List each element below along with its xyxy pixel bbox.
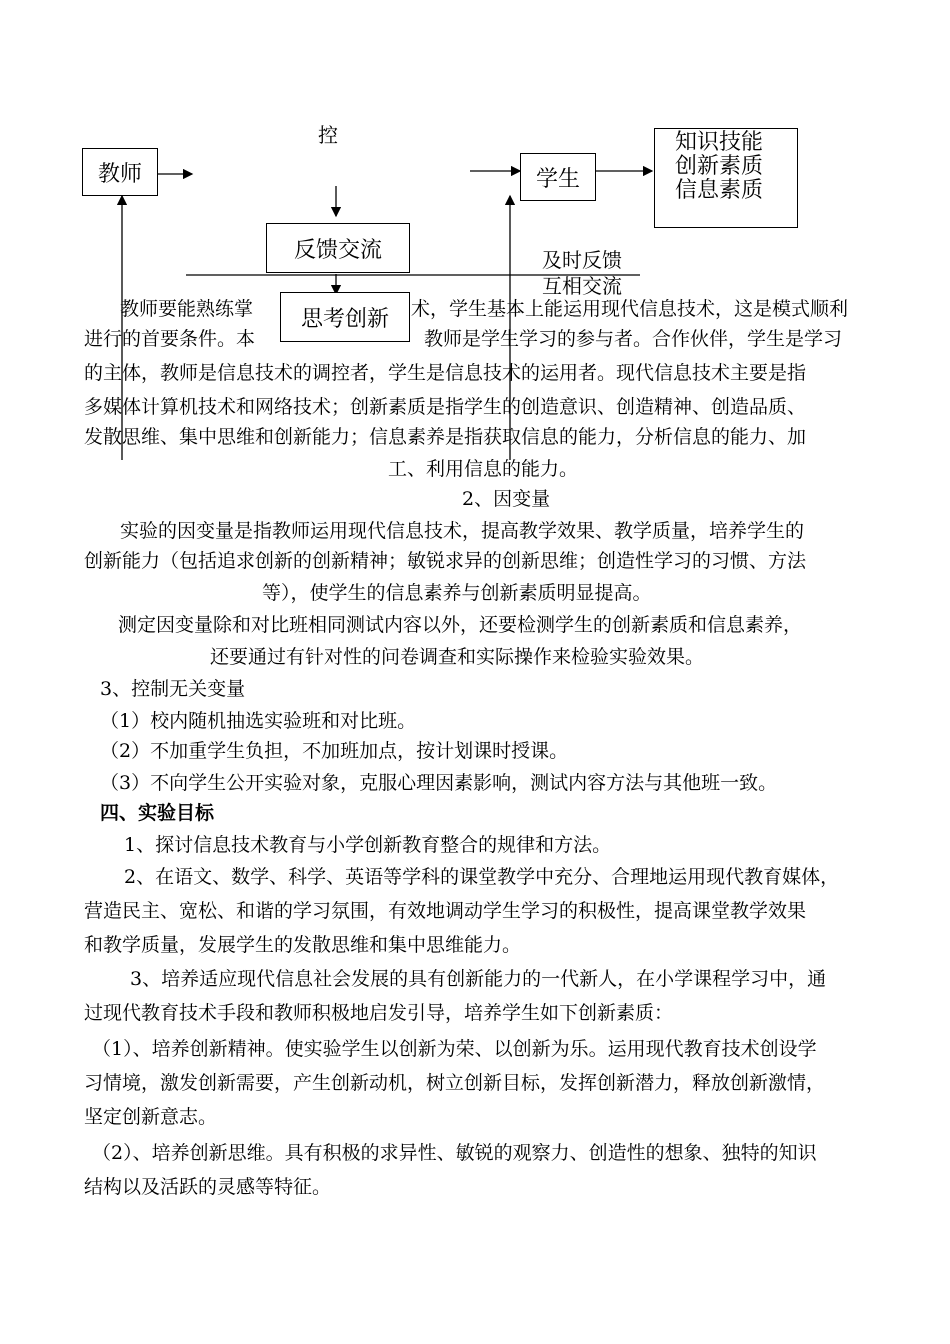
outcome-innovation: 创新素质 bbox=[675, 154, 764, 179]
spirit-1a: （1）、培养创新精神。使实验学生以创新为荣、以创新为乐。运用现代教育技术创设学 bbox=[92, 1038, 817, 1060]
line-3: 的主体，教师是信息技术的调控者，学生是信息技术的运用者。现代信息技术主要是指 bbox=[84, 362, 807, 384]
line-2b: 教师是学生学习的参与者。合作伙伴，学生是学习 bbox=[424, 328, 843, 350]
para-3b: 还要通过有针对性的问卷调查和实际操作来检验实验效果。 bbox=[210, 646, 705, 668]
goal-3b: 过现代教育技术手段和教师积极地启发引导，培养学生如下创新素质： bbox=[84, 1002, 674, 1024]
outcome-information: 信息素质 bbox=[675, 178, 764, 203]
para-2b: 创新能力（包括追求创新的创新精神；敏锐求异的创新思维；创造性学习的习惯、方法 bbox=[84, 550, 807, 572]
student-box bbox=[520, 153, 596, 201]
student-label: 学生 bbox=[535, 166, 580, 192]
exchange-label: 互相交流 bbox=[542, 274, 622, 298]
heading-dependent-variable: 2、因变量 bbox=[462, 488, 551, 510]
feedback-label: 反馈交流 bbox=[293, 237, 382, 263]
line-1b: 术，学生基本上能运用现代信息技术，这是模式顺利 bbox=[411, 298, 849, 320]
line-2a: 进行的首要条件。本 bbox=[84, 328, 256, 350]
para-2a: 实验的因变量是指教师运用现代信息技术，提高教学效果、教学质量，培养学生的 bbox=[120, 520, 805, 542]
line-5: 发散思维、集中思维和创新能力；信息素养是指获取信息的能力，分析信息的能力、加 bbox=[84, 426, 807, 448]
control-item-1: （1）校内随机抽选实验班和对比班。 bbox=[100, 710, 417, 732]
goal-1: 1、探讨信息技术教育与小学创新教育整合的规律和方法。 bbox=[124, 834, 612, 856]
spirit-1c: 坚定创新意志。 bbox=[84, 1106, 218, 1128]
feedback-box bbox=[266, 223, 410, 273]
line-6: 工、利用信息的能力。 bbox=[388, 458, 579, 480]
outcomes-box bbox=[654, 128, 798, 228]
goal-2a: 2、在语文、数学、科学、英语等学科的课堂教学中充分、合理地运用现代教育媒体， bbox=[124, 866, 840, 888]
para-3a: 测定因变量除和对比班相同测试内容以外，还要检测学生的创新素质和信息素养， bbox=[118, 614, 803, 636]
teacher-label: 教师 bbox=[97, 161, 142, 187]
goal-3a: 3、培养适应现代信息社会发展的具有创新能力的一代新人，在小学课程学习中，通 bbox=[130, 968, 827, 990]
timely-feedback-label: 及时反馈 bbox=[542, 248, 622, 272]
goal-2b: 营造民主、宽松、和谐的学习氛围，有效地调动学生学习的积极性，提高课堂教学效果 bbox=[84, 900, 807, 922]
think-box bbox=[280, 292, 410, 342]
heading-goals: 四、实验目标 bbox=[100, 802, 215, 824]
control-label: 控 bbox=[318, 123, 338, 147]
heading-control-variables: 3、控制无关变量 bbox=[100, 678, 246, 700]
control-item-2: （2）不加重学生负担，不加班加点，按计划课时授课。 bbox=[100, 740, 569, 762]
spirit-1b: 习情境，激发创新需要，产生创新动机，树立创新目标，发挥创新潜力，释放创新激情， bbox=[84, 1072, 826, 1094]
line-4: 多媒体计算机技术和网络技术；创新素质是指学生的创造意识、创造精神、创造品质、 bbox=[84, 396, 807, 418]
para-2c: 等），使学生的信息素养与创新素质明显提高。 bbox=[262, 582, 652, 604]
line-1a: 教师要能熟练掌 bbox=[120, 298, 254, 320]
teacher-box bbox=[82, 148, 158, 196]
think-label: 思考创新 bbox=[300, 306, 389, 332]
goal-2c: 和教学质量，发展学生的发散思维和集中思维能力。 bbox=[84, 934, 522, 956]
control-item-3: （3）不向学生公开实验对象，克服心理因素影响，测试内容方法与其他班一致。 bbox=[100, 772, 778, 794]
thinking-2a: （2）、培养创新思维。具有积极的求异性、敏锐的观察力、创造性的想象、独特的知识 bbox=[92, 1142, 817, 1164]
thinking-2b: 结构以及活跃的灵感等特征。 bbox=[84, 1176, 332, 1198]
outcome-knowledge: 知识技能 bbox=[675, 130, 764, 155]
